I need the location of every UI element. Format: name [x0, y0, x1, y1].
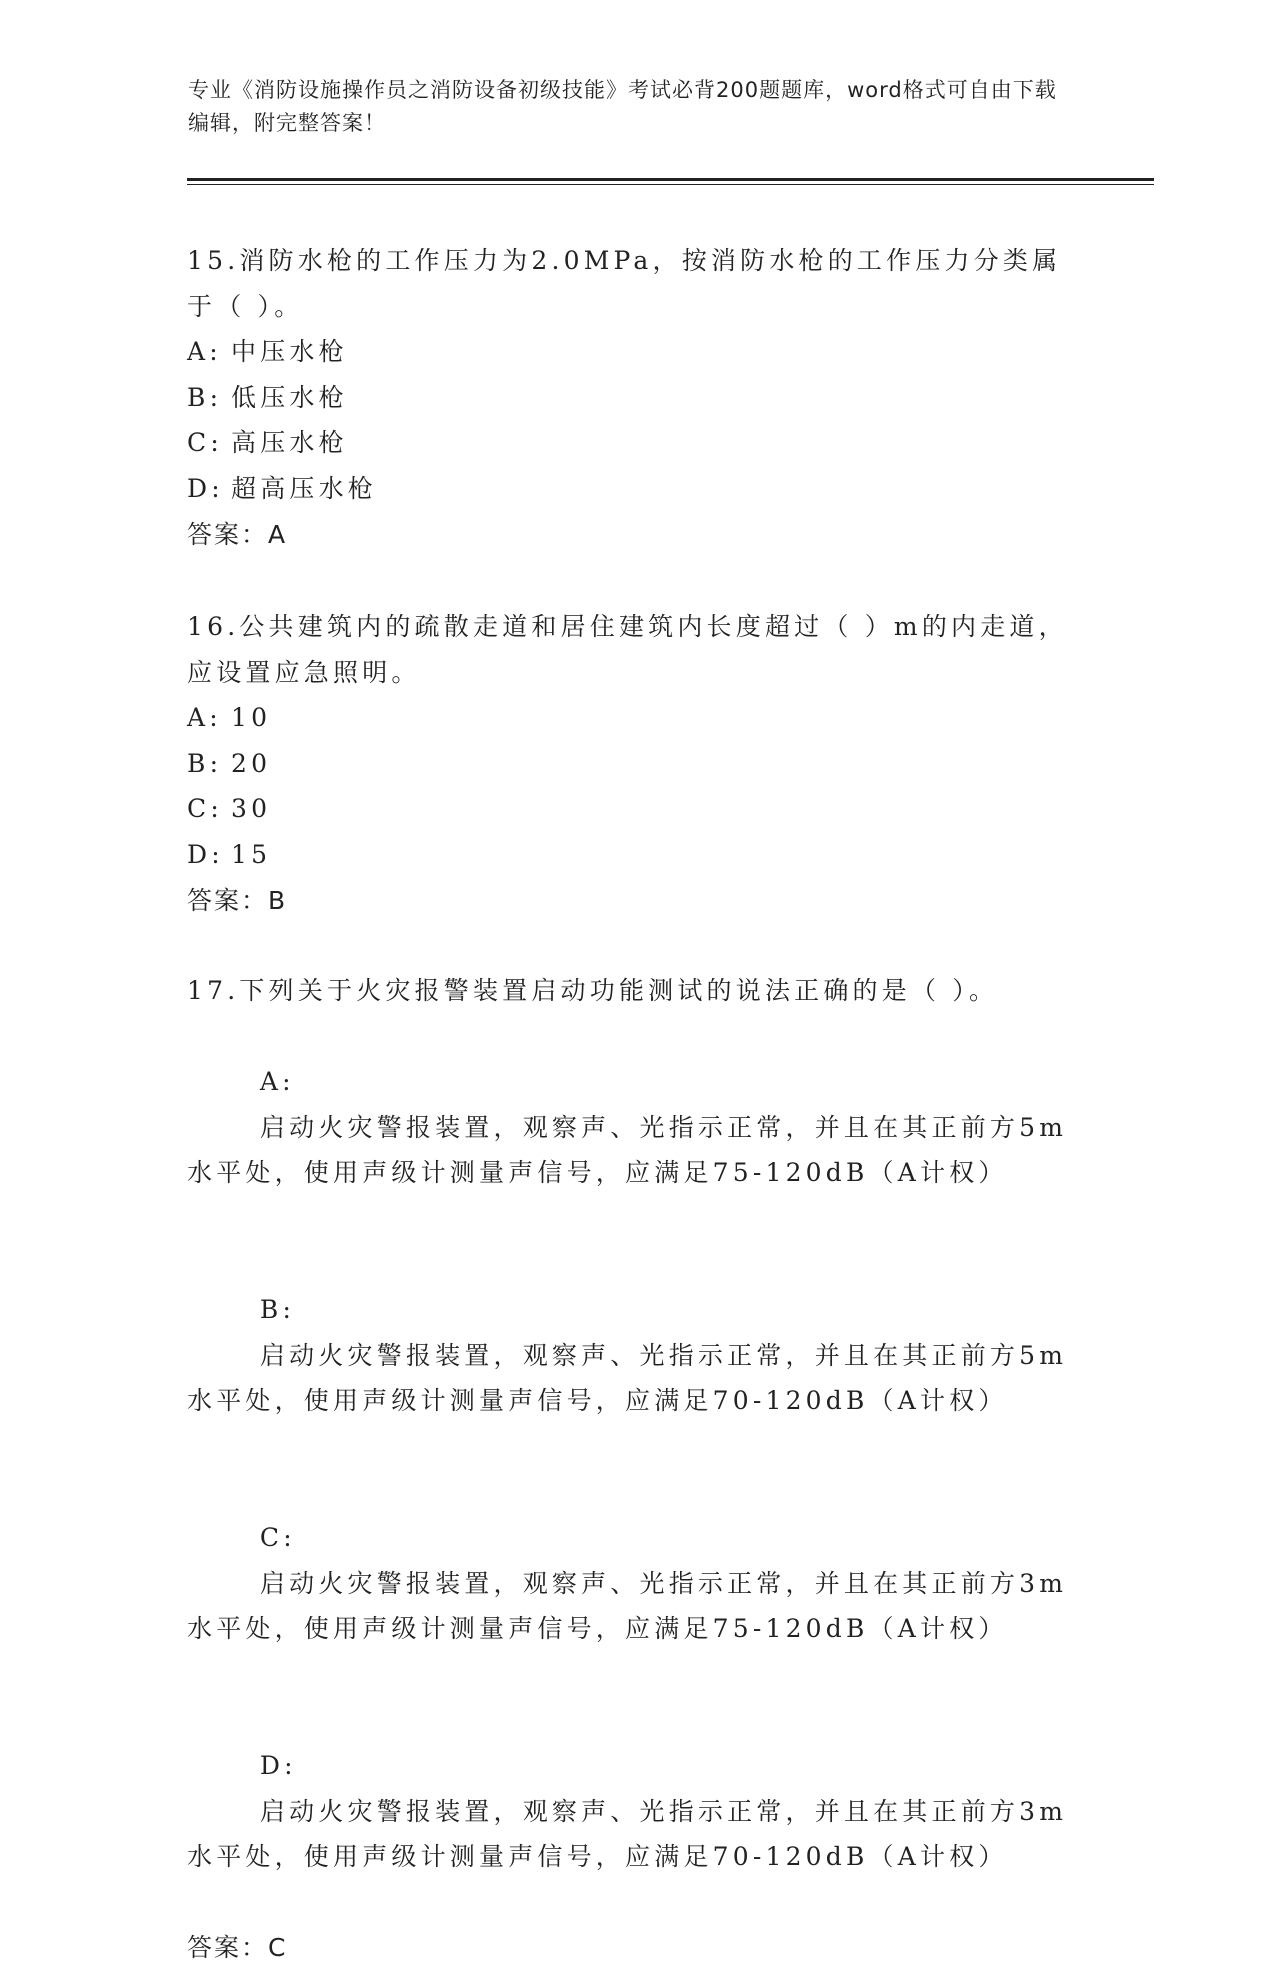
option-text: 10: [231, 703, 272, 733]
option-text: 高压水枪: [231, 428, 348, 458]
option-letter: B:: [187, 748, 223, 778]
option-letter: B:: [187, 382, 223, 412]
option-c: [187, 1470, 1077, 1698]
option-d: [187, 832, 1087, 878]
option-a: [187, 329, 1087, 375]
question-stem: 17.下列关于火灾报警装置启动功能测试的说法正确的是（ ）。: [187, 976, 999, 1005]
header-divider-thin: [187, 184, 1154, 185]
question-16: [187, 604, 1087, 923]
option-letter: A:: [259, 1067, 295, 1097]
option-text: 超高压水枪: [231, 473, 378, 503]
header-divider-thick: [187, 178, 1154, 181]
question-stem: 16.公共建筑内的疏散走道和居住建筑内长度超过（ ）m的内走道，应设置应急照明。: [187, 612, 1068, 687]
option-letter: D:: [187, 473, 224, 503]
option-letter: A:: [187, 703, 222, 733]
answer-line: 答案：A: [187, 519, 288, 549]
option-letter: C:: [187, 428, 223, 458]
answer-line: 答案：C: [187, 1933, 288, 1963]
option-b: [187, 741, 1087, 787]
question-15: [187, 238, 1087, 557]
option-b: [187, 375, 1087, 421]
option-c: [187, 786, 1087, 832]
option-text: 启动火灾警报装置，观察声、光指示正常，并且在其正前方5m水平处，使用声级计测量声信号，应满足70-120dB（A计权）: [187, 1340, 1068, 1416]
option-d: [187, 466, 1087, 512]
option-text: 20: [231, 748, 272, 778]
answer-line: 答案：B: [187, 885, 288, 915]
option-letter: B:: [259, 1295, 296, 1325]
option-letter: C:: [187, 794, 223, 824]
option-letter: C:: [259, 1523, 296, 1553]
question-stem: 15.消防水枪的工作压力为2.0MPa，按消防水枪的工作压力分类属于（ ）。: [187, 246, 1062, 321]
question-17: [187, 968, 1087, 1971]
option-c: [187, 420, 1087, 466]
option-text: 启动火灾警报装置，观察声、光指示正常，并且在其正前方5m水平处，使用声级计测量声信号，应满足75-120dB（A计权）: [187, 1112, 1068, 1188]
option-text: 15: [231, 839, 272, 869]
option-letter: A:: [187, 337, 222, 367]
document-header: 专业《消防设施操作员之消防设备初级技能》考试必背200题题库，word格式可自由下载编辑，附完整答案！: [188, 78, 1057, 135]
option-text: 启动火灾警报装置，观察声、光指示正常，并且在其正前方3m水平处，使用声级计测量声信号，应满足75-120dB（A计权）: [187, 1568, 1068, 1644]
option-text: 低压水枪: [231, 382, 348, 412]
option-a: [187, 1014, 1077, 1242]
option-letter: D:: [259, 1751, 297, 1781]
option-letter: D:: [187, 839, 224, 869]
option-text: 中压水枪: [231, 337, 348, 367]
option-text: 启动火灾警报装置，观察声、光指示正常，并且在其正前方3m水平处，使用声级计测量声信号，应满足70-120dB（A计权）: [187, 1796, 1068, 1872]
option-b: [187, 1242, 1077, 1470]
option-d: [187, 1698, 1077, 1926]
option-text: 30: [231, 794, 272, 824]
option-a: [187, 695, 1087, 741]
